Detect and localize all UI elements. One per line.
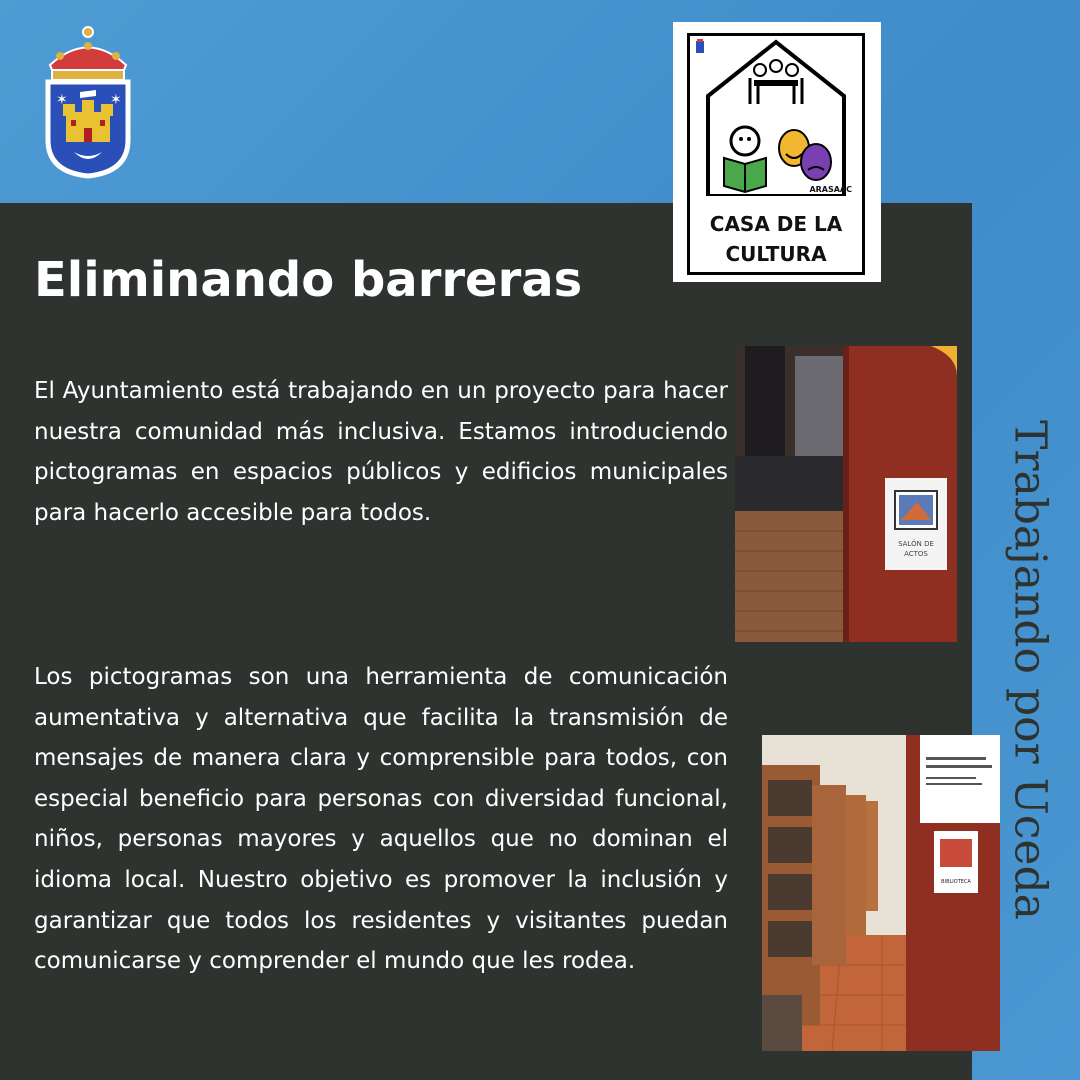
description-paragraph: Los pictogramas son una herramienta de comunicación aumentativa y alternativa que facilita la transmisión de mensajes de manera clara y comprensible para todos, con especial beneficio para personas con diversidad funcional, niños, personas mayores y aquellos que no dominan el idioma local. Nuestro objetivo es promover la inclusión y garantizar que todos los residentes y visitantes puedan comunicarse y comprender el mundo que les rodea. — [34, 664, 728, 975]
sign-label-line2: CULTURA — [725, 242, 827, 266]
coat-of-arms-logo — [38, 20, 138, 180]
casa-de-la-cultura-sign — [673, 22, 881, 282]
salon-label-line1: SALÓN DE — [898, 540, 934, 548]
svg-text:✶: ✶ — [110, 92, 122, 108]
side-slogan: Trabajando por Uceda — [1004, 420, 1056, 920]
biblioteca-label: BIBLIOTECA — [941, 879, 971, 885]
sign-frame — [687, 33, 865, 275]
svg-text:✶: ✶ — [56, 92, 68, 108]
biblioteca-photo — [762, 735, 1000, 1051]
page-title: Eliminando barreras — [34, 252, 583, 308]
salon-label-line2: ACTOS — [904, 550, 928, 558]
arasaac-credit: ARASAAC — [809, 185, 852, 194]
intro-paragraph: El Ayuntamiento está trabajando en un proyecto para hacer nuestra comunidad más inclusiva. Estamos introduciendo pictogramas en espacios públicos y edificios municipales para hacerlo accesible para todos. — [34, 378, 728, 526]
salon-de-actos-photo — [735, 346, 957, 642]
house-pictogram-icon — [690, 36, 862, 196]
sign-label-line1: CASA DE LA — [709, 212, 843, 236]
